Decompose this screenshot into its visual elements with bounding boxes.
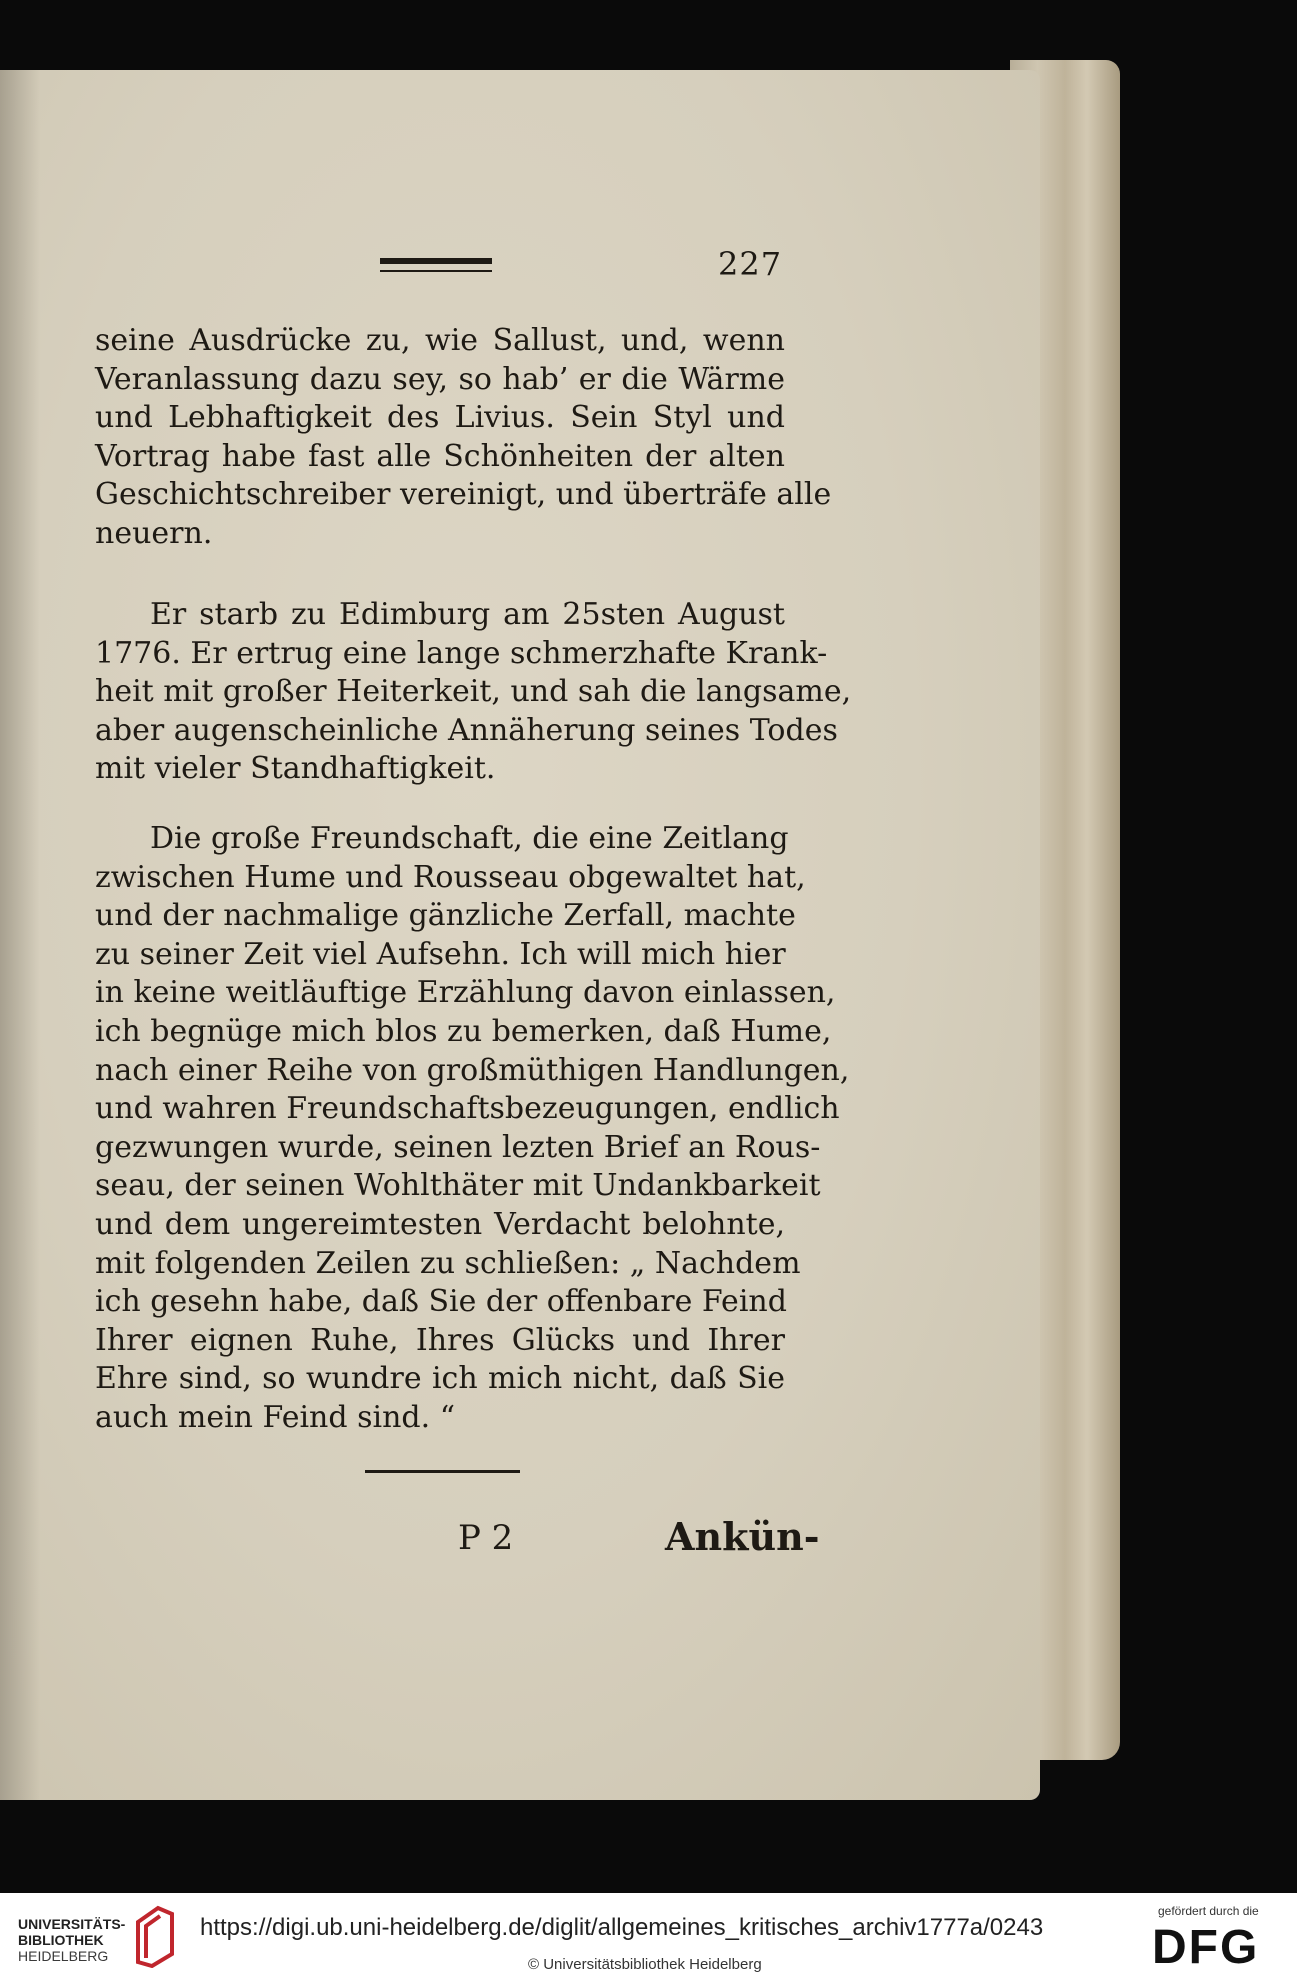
- text-line: in keine weitläuftige Erzählung davon einlassen,: [95, 975, 836, 1011]
- text-line: zwischen Hume und Rousseau obgewaltet hat,: [95, 859, 806, 895]
- signature-mark: P 2: [458, 1518, 514, 1558]
- text-line: 1776. Er ertrug eine lange schmerzhafte Krank-: [95, 635, 828, 671]
- library-name: [18, 1916, 125, 1964]
- text-line: mit vieler Standhaftigkeit.: [95, 751, 496, 787]
- text-line: auch mein Feind sind. “: [95, 1399, 456, 1435]
- text-line: mit folgenden Zeilen zu schließen: „ Nachdem: [95, 1245, 801, 1281]
- text-line: und dem ungereimtesten Verdacht belohnte,: [95, 1206, 785, 1242]
- library-line-1: UNIVERSITÄTS-: [18, 1916, 126, 1932]
- library-logo-icon: [132, 1904, 178, 1968]
- text-line: neuern.: [95, 515, 213, 551]
- document-url-link[interactable]: https://digi.ub.uni-heidelberg.de/diglit/allgemeines_kritisches_archiv1777a/0243: [200, 1914, 1044, 1941]
- library-line-3: HEIDELBERG: [18, 1948, 109, 1964]
- catchword: Ankün-: [665, 1514, 820, 1559]
- text-line: zu seiner Zeit viel Aufsehn. Ich will mich hier: [95, 936, 786, 972]
- text-line: ich begnüge mich blos zu bemerken, daß Hume,: [95, 1013, 832, 1049]
- funded-by-label: gefördert durch die: [1158, 1904, 1259, 1918]
- dfg-logo: DFG: [1152, 1921, 1260, 1974]
- text-line: Die große Freundschaft, die eine Zeitlang: [150, 821, 789, 856]
- text-line: Ehre sind, so wundre ich mich nicht, daß Sie: [95, 1361, 785, 1397]
- text-line: Geschichtschreiber vereinigt, und überträfe alle: [95, 477, 832, 513]
- text-line: Er starb zu Edimburg am 25sten August: [150, 597, 785, 632]
- paragraph-1: [95, 322, 832, 554]
- paragraph-3: [95, 820, 850, 1438]
- page-number: 227: [718, 245, 783, 283]
- text-line: seine Ausdrücke zu, wie Sallust, und, wenn: [95, 323, 785, 358]
- text-line: gezwungen wurde, seinen lezten Brief an Rous-: [95, 1129, 821, 1165]
- text-line: Ihrer eignen Ruhe, Ihres Glücks und Ihrer: [95, 1322, 785, 1358]
- header-rule: [380, 258, 492, 264]
- text-line: und Lebhaftigkeit des Livius. Sein Styl und: [95, 400, 785, 436]
- text-line: Veranlassung dazu sey, so hab’ er die Wärme: [95, 361, 785, 397]
- text-line: seau, der seinen Wohlthäter mit Undankbarkeit: [95, 1168, 821, 1204]
- copyright-notice: © Universitätsbibliothek Heidelberg: [528, 1956, 762, 1973]
- footer-rule: [365, 1470, 520, 1473]
- text-line: aber augenscheinliche Annäherung seines Todes: [95, 712, 838, 748]
- text-line: heit mit großer Heiterkeit, und sah die langsame,: [95, 674, 852, 710]
- gutter-shadow: [0, 70, 40, 1800]
- text-line: Vortrag habe fast alle Schönheiten der alten: [95, 438, 785, 474]
- text-line: ich gesehn habe, daß Sie der offenbare Feind: [95, 1284, 787, 1320]
- text-line: und der nachmalige gänzliche Zerfall, machte: [95, 898, 796, 934]
- text-line: und wahren Freundschaftsbezeugungen, endlich: [95, 1091, 840, 1127]
- header-rule-thin: [380, 270, 492, 272]
- text-line: nach einer Reihe von großmüthigen Handlungen,: [95, 1052, 850, 1088]
- library-line-2: BIBLIOTHEK: [18, 1932, 104, 1948]
- paragraph-2: [95, 596, 852, 789]
